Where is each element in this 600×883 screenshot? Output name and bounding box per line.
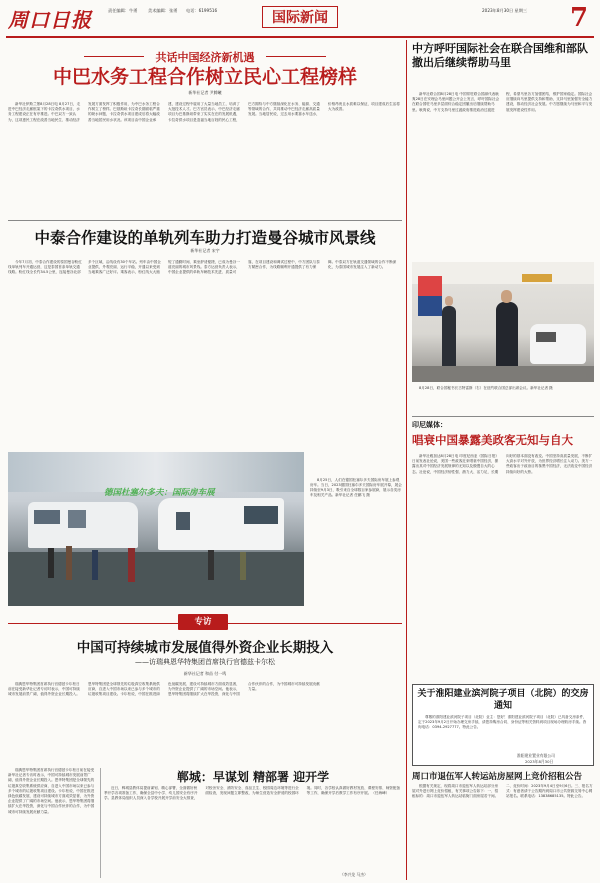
article-body: 瑞典恩华特集团首席执行官德兹卡尔松日前在接受新华社记者专访时表示，中国可持续城市发展前景广阔，值得外资企业长期投入。恩华特集团是全球领先的垃圾真空收集系统供应商，自进入中国市场以来已参与多个城市的垃圾收集项目建设。卡尔松说，中国在推进绿色低碳发展、建设可持续城市方面成效显著，为外资企业提供了广阔的市场空间。他表示，恩华特集团将继续扩大在华投资，深化与中国合作伙伴的合作，为中国城市可持续发展贡献力量。 [8, 682, 320, 697]
article-body: 新华社联合国8月28日电 中国常驻联合国副代表耿爽28日在安理会马里问题公开会上发言，呼吁国际社会在联合国驻马里多层面综合稳定团撤出后继续帮助马里。耿爽说，中方支持马里过渡政府推进政治过渡进程，希望马里各方加强团结，维护国家稳定。国际社会应继续向马里提供支持和帮助，支持马里加强安全能力建设，推动经济社会发展。中方愿继续为马里和平与发展发挥建设性作用。 [412, 92, 593, 112]
article-body: 近日，郸城县教体局提前谋划、精心部署，全面做好秋季开学各项准备工作，确保全县中小学、幼儿园安全有序开学。县教体局组织人员深入各学校开展开学前安全大排查，对校舍安全、消防安全、食品卫生、校园周边环境等进行全面检查，发现问题立即整改，为师生营造安全舒适的校园环境。同时，各学校认真做好教材发放、课程安排、师资配备等工作，确保开学后教学工作有序开展。（任海峰） [104, 786, 401, 801]
page-number: 7 [570, 3, 589, 33]
proof-info: 美术编辑：张勇 [148, 8, 178, 13]
left-small-column [8, 768, 96, 878]
article-headline: 唱衰中国暴露美政客无知与自大 [412, 433, 573, 447]
article-body: 新华社雅加达8月28日电 印度尼西亚《国际日报》日前发表社论说，美国一些政客近来唱衰中国经济，暴露出其对中国经济发展规律的无知以及傲慢自大的心态。社论说，中国经济韧性强、潜力大、活力足，长期向好的基本面没有改变。中国坚持高质量发展，不断扩大高水平对外开放，为世界经济增长注入动力。美方一些政客出于政治目的抹黑中国经济，无法改变中国经济持续向好的大势。 [412, 454, 593, 474]
notice-signature: 淮阳建业置业有限公司 [517, 753, 555, 758]
article-headline: 中泰合作建设的单轨列车助力打造曼谷城市风景线 [34, 228, 376, 247]
article-byline: 新华社记者 尹腾曦 [188, 90, 222, 95]
article-headline: 周口市退伍军人转运站房屋网上竞价招租公告 [412, 772, 583, 782]
article-headline: 中方呼吁国际社会在联合国维和部队撤出后继续帮助马里 [412, 42, 588, 69]
article-headline: 中巴水务工程合作树立民心工程榜样 [52, 66, 357, 88]
article-dancheng [104, 768, 402, 878]
article-byline: 新华社记者 宋宇 [190, 248, 220, 253]
article-byline: 新华社记者 和苗 付一鸣 [183, 671, 227, 676]
section-title: 国际新闻 [262, 6, 338, 28]
un-meeting-caption: 8月28日，联合国秘书长古特雷斯（右）在纽约联合国总部出席会议。新华社记者 摄 [419, 386, 553, 390]
notice-box [412, 684, 594, 766]
photo-overlay-title: 德国杜塞尔多夫：国际房车展 [104, 488, 215, 498]
rv-show-photo [8, 452, 304, 606]
masthead-rule [6, 36, 594, 38]
notice-body: 尊敬的淮阳建业滨河院子项目（北院）业主：您好！淮阳建业滨河院子项目（北院）已具备交房条件，定于2023年9月2日开始办理交房手续，请您持购房合同、身份证等相关资料到项目现场办理收房手续。咨询电话：0394-2927777。特此公告。 [418, 715, 587, 730]
article-body: 今年7月初，中泰合作建设的泰国曼谷粉红线单轨列车开通运营，这是泰国首条单轨交通线路。粉红线全长约34.5公里，连接曼谷北部多个区域，沿线设有30个车站。列车由中国企业提供，外观亮丽、运行平稳，开通以来受到当地乘客广泛好评。乘客表示，粉红线大大缩短了通勤时间，乘坐舒适便捷，已成为曼谷一道亮丽的城市风景线。泰方运营负责人表示，中国企业提供的单轨车辆技术先进、质量可靠，在项目建设和调试过程中，中方团队与泰方紧密合作，为线路顺利开通提供了有力保障。中泰双方在轨道交通领域的合作不断深化，为泰国城市发展注入了新动力。 [8, 260, 397, 275]
divider [412, 416, 594, 417]
un-meeting-photo [412, 262, 594, 382]
article-body: 根据有关规定，现将周口市退伍军人转运站部分房屋对外进行网上竞价招租，有关事项公告如下：一、招租标的：周口市退伍军人转运站临街门面房屋若干间。二、竞价时间：2023年9月4日至9月6日。三、报名方式：有意者请于公告期内到周口市公共资源交易中心网站报名。联系电话：13838685135。特此公告。 [412, 784, 593, 799]
issue-date: 2023年8月30日 星期三 [482, 8, 528, 13]
newspaper-logo: 周口日报 [8, 8, 92, 32]
article-headline: 中国可持续城市发展值得外资企业长期投入 [76, 640, 334, 656]
article-indonesia [412, 420, 594, 682]
article-kicker: 印尼媒体： [412, 421, 447, 429]
rv-show-caption: 8月25日，人们在德国杜塞尔多夫国际房车展上参观房车。当日，2023德国杜塞尔多夫国际房车展开幕，展会持续至9月3日，吸引来自全球数百家参展商，展示各类房车及相关产品。新华社记者 任鹏飞 摄 [310, 478, 402, 497]
phone-info: 电话：6199516 [186, 8, 218, 13]
article-mali [412, 42, 594, 267]
article-body: 新华社伊斯兰堡8月28日电 8月27日，走进中巴经济走廊框架下的卡拉奇供水项目，水务工程建设正在有序推进。中巴双方一致认为，这项惠民工程在改善当地民生、推动经济发展方面发挥了积极作用，为中巴水务工程合作树立了榜样。巴基斯坦卡拉奇长期面临严重的缺水问题，卡拉奇供水项目建成后将大幅改善当地居民用水状况。该项目由中国企业承建，建设过程中雇用了大量当地员工，培训了大批技术人才。巴方官员表示，中巴经济走廊项目为巴基斯坦带来了实实在在的发展机遇，卡拉奇供水项目是造福当地百姓的民心工程，巴方期待与中方继续深化在水务、能源、交通等领域的合作，共同推动中巴经济走廊高质量发展。当地居民说，过去用水要靠水车送水，价格昂贵且水质难以保证，项目建成后生活将大为改善。 [8, 102, 400, 122]
article-author: （李兴龙 马杰） [340, 872, 368, 877]
article-water-project [8, 42, 402, 218]
divider [8, 220, 402, 221]
article-subtitle: ——访瑞典恩华特集团首席执行官德兹卡尔松 [135, 658, 275, 666]
notice-date: 2023年8月30日 [525, 759, 554, 764]
column-divider [406, 40, 407, 880]
masthead [0, 0, 600, 36]
article-headline: 郸城：早谋划 精部署 迎开学 [176, 770, 330, 784]
article-body-fragment: 瑞典恩华特集团首席执行官德兹卡尔松日前在接受新华社记者专访时表示，中国可持续城市发展前景广阔，值得外资企业长期投入。恩华特集团是全球领先的垃圾真空收集系统供应商，自进入中国市场以来已参与多个城市的垃圾收集项目建设。卡尔松说，中国在推进绿色低碳发展、建设可持续城市方面成效显著，为外资企业提供了广阔的市场空间。他表示，恩华特集团将继续扩大在华投资，深化与中国合作伙伴的合作，为中国城市可持续发展贡献力量。 [8, 768, 95, 814]
article-sustainable-city [8, 632, 402, 764]
article-rental-notice [412, 770, 594, 878]
divider [100, 768, 101, 878]
notice-title: 关于淮阳建业滨河院子项目（北院）的交房通知 [417, 689, 589, 711]
article-monorail [8, 224, 402, 450]
article-kicker: 共话中国经济新机遇 [58, 46, 352, 58]
interview-kicker: 专访 [178, 614, 228, 630]
editor-info: 责任编辑：牛勇 [108, 8, 138, 13]
